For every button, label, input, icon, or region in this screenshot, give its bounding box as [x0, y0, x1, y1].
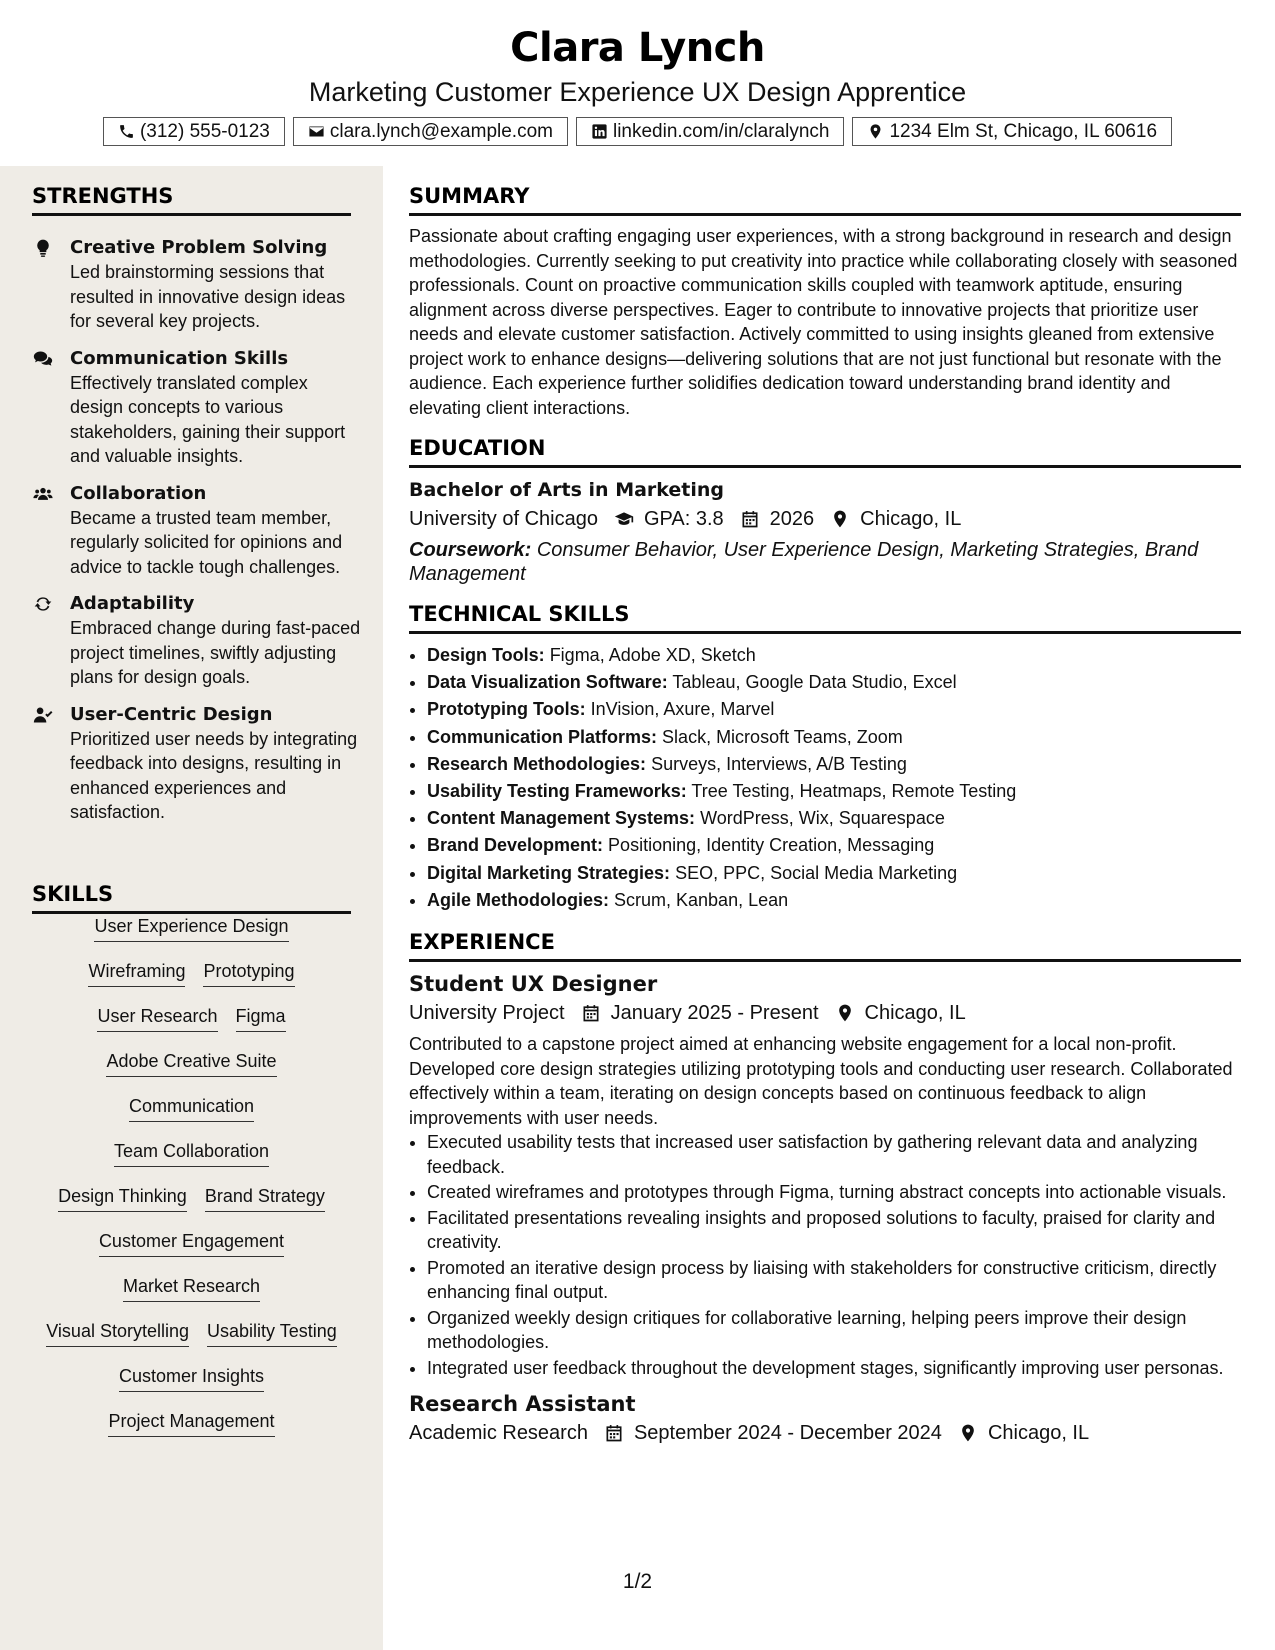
job-dates: September 2024 - December 2024	[633, 1422, 942, 1445]
calendar-icon	[740, 509, 760, 529]
skill-tag: Customer Insights	[119, 1364, 264, 1392]
skill-tag: Customer Engagement	[99, 1229, 284, 1257]
list-item: • Executed usability tests that increased user satisfaction by gathering relevant data and analyzing feedback.	[427, 1130, 1241, 1179]
summary-heading: SUMMARY	[409, 182, 1241, 216]
skill-tag: Visual Storytelling	[46, 1319, 189, 1347]
education-heading: EDUCATION	[409, 434, 1241, 468]
strengths-heading: STRENGTHS	[32, 182, 351, 216]
list-item: • Promoted an iterative design process by liaising with stakeholders for constructive criticism, directly enhancing final output.	[427, 1256, 1241, 1305]
job-title: Research Assistant	[409, 1392, 636, 1417]
technical-skills-section	[409, 600, 1241, 914]
summary-section	[409, 182, 1241, 420]
strength-desc: Embraced change during fast-paced project timelines, swiftly adjusting plans for design goals.	[70, 618, 361, 687]
job-bullets	[409, 1130, 1241, 1380]
coursework-label: Coursework:	[409, 539, 532, 561]
job-entry	[409, 970, 1241, 1380]
list-item: • Facilitated presentations revealing insights and proposed solutions to faculty, praised for clarity and creativity.	[427, 1206, 1241, 1255]
strength-item	[32, 481, 362, 580]
skill-tag: Communication	[129, 1094, 254, 1122]
job-title: Student UX Designer	[409, 972, 658, 997]
skill-tag: Brand Strategy	[205, 1184, 325, 1212]
gpa: GPA: 3.8	[643, 508, 724, 530]
skill-tag: Team Collaboration	[114, 1139, 269, 1167]
job-org: University Project	[409, 1002, 565, 1025]
list-item: • Communication Platforms: Slack, Microsoft Teams, Zoom	[427, 724, 1241, 751]
strength-item	[32, 235, 362, 334]
technical-skills-heading: TECHNICAL SKILLS	[409, 600, 1241, 634]
calendar-icon	[604, 1423, 624, 1443]
strengths-list	[32, 235, 362, 837]
skill-tag: Market Research	[123, 1274, 260, 1302]
job-location: Chicago, IL	[987, 1422, 1090, 1445]
candidate-role: Marketing Customer Experience UX Design Apprentice	[308, 77, 967, 107]
list-item: • Usability Testing Frameworks: Tree Testing, Heatmaps, Remote Testing	[427, 778, 1241, 805]
skills-list	[32, 914, 351, 1454]
page-number: 1/2	[622, 1570, 653, 1593]
graduation-year: 2026	[769, 508, 815, 530]
list-item: • Data Visualization Software: Tableau, Google Data Studio, Excel	[427, 669, 1241, 696]
strength-item	[32, 346, 362, 469]
strength-title: User-Centric Design	[70, 703, 273, 725]
strength-item	[32, 702, 362, 825]
skill-tag: Prototyping	[203, 959, 294, 987]
linkedin-contact[interactable]	[576, 117, 845, 146]
list-item: • Digital Marketing Strategies: SEO, PPC, Social Media Marketing	[427, 860, 1241, 887]
strength-desc: Effectively translated complex design concepts to various stakeholders, gaining their support and valuable insights.	[70, 372, 346, 466]
main-column	[409, 166, 1241, 1462]
map-pin-icon	[835, 1003, 855, 1023]
skill-tag: Adobe Creative Suite	[106, 1049, 276, 1077]
job-meta	[409, 998, 1241, 1028]
email-text: clara.lynch@example.com	[329, 120, 553, 142]
linkedin-text: linkedin.com/in/claralynch	[612, 120, 830, 142]
list-item: • Created wireframes and prototypes through Figma, turning abstract concepts into actionable visuals.	[427, 1180, 1241, 1205]
education-location: Chicago, IL	[860, 508, 962, 530]
list-item: • Research Methodologies: Surveys, Interviews, A/B Testing	[427, 751, 1241, 778]
degree-title: Bachelor of Arts in Marketing	[409, 479, 725, 501]
education-section	[409, 434, 1241, 586]
candidate-name: Clara Lynch	[510, 25, 765, 71]
user-check-icon	[32, 705, 54, 725]
job-location: Chicago, IL	[864, 1002, 966, 1025]
technical-skills-list	[409, 642, 1241, 914]
strength-desc: Prioritized user needs by integrating feedback into designs, resulting in enhanced experiences and satisfaction.	[70, 728, 358, 822]
job-dates: January 2025 - Present	[610, 1002, 819, 1025]
lightbulb-icon	[32, 238, 54, 258]
list-item: • Brand Development: Positioning, Identity Creation, Messaging	[427, 832, 1241, 859]
job-meta	[409, 1418, 1241, 1448]
experience-heading: EXPERIENCE	[409, 928, 1241, 962]
calendar-icon	[581, 1003, 601, 1023]
strength-title: Adaptability	[70, 593, 195, 614]
skill-tag: Usability Testing	[207, 1319, 337, 1347]
phone-contact[interactable]	[103, 117, 285, 146]
list-item: • Organized weekly design critiques for collaborative learning, helping peers improve their design methodologies.	[427, 1306, 1241, 1355]
job-summary: Contributed to a capstone project aimed at enhancing website engagement for a local non-profit. Developed core design strategies utilizing prototyping tools and conducting user research. Collaborated effectively within a team, iterating on design concepts based on continuous feedback to align improvements with user needs.	[409, 1034, 1233, 1128]
strength-title: Creative Problem Solving	[70, 237, 328, 258]
map-pin-icon	[958, 1423, 978, 1443]
strength-item	[32, 591, 362, 690]
contact-bar	[0, 117, 1275, 146]
summary-text: Passionate about crafting engaging user experiences, with a strong background in research and design methodologies. Currently seeking to put creativity into practice while collaborating closely with seasoned professionals. Count on proactive communication skills coupled with teamwork aptitude, ensuring alignment across diverse perspectives. Eager to contribute to innovative projects that prioritize user needs and elevate customer satisfaction. Actively committed to using insights gleaned from extensive project work to enhance designs—delivering solutions that are not just functional but resonate with the audience. Each experience further solidifies dedication toward understanding brand identity and elevating client interactions.	[409, 226, 1238, 418]
education-meta	[409, 504, 1241, 534]
list-item: • Content Management Systems: WordPress, Wix, Squarespace	[427, 805, 1241, 832]
skill-tag: User Research	[97, 1004, 217, 1032]
envelope-icon	[308, 123, 325, 140]
chat-icon	[32, 349, 54, 369]
strength-desc: Became a trusted team member, regularly solicited for opinions and advice to tackle tough challenges.	[70, 507, 343, 577]
school-name: University of Chicago	[409, 508, 598, 530]
skill-tag: Design Thinking	[58, 1184, 187, 1212]
graduation-cap-icon	[614, 509, 634, 529]
address-contact	[852, 117, 1172, 146]
resume-header	[0, 22, 1275, 146]
experience-section	[409, 928, 1241, 1448]
skills-heading: SKILLS	[32, 880, 351, 914]
email-contact[interactable]	[293, 117, 568, 146]
linkedin-icon	[591, 123, 608, 140]
list-item: • Integrated user feedback throughout the development stages, significantly improving user personas.	[427, 1356, 1241, 1381]
job-entry	[409, 1390, 1241, 1448]
sidebar	[0, 166, 383, 1650]
skill-tag: User Experience Design	[94, 914, 288, 942]
address-text: 1234 Elm St, Chicago, IL 60616	[889, 120, 1158, 142]
coursework	[409, 538, 1241, 586]
skill-tag: Project Management	[108, 1409, 274, 1437]
list-item: • Agile Methodologies: Scrum, Kanban, Lean	[427, 887, 1241, 914]
map-pin-icon	[830, 509, 850, 529]
strength-title: Collaboration	[70, 482, 207, 504]
list-item: • Design Tools: Figma, Adobe XD, Sketch	[427, 642, 1241, 669]
sync-icon	[32, 594, 54, 614]
strength-title: Communication Skills	[70, 347, 289, 369]
strength-desc: Led brainstorming sessions that resulted in innovative design ideas for several key projects.	[70, 262, 346, 331]
skill-tag: Wireframing	[88, 959, 185, 987]
list-item: • Prototyping Tools: InVision, Axure, Marvel	[427, 696, 1241, 723]
coursework-list: Consumer Behavior, User Experience Design, Marketing Strategies, Brand Management	[409, 539, 1199, 585]
phone-text: (312) 555-0123	[139, 120, 270, 142]
users-icon	[32, 484, 54, 504]
map-pin-icon	[867, 123, 884, 140]
phone-icon	[118, 123, 135, 140]
skill-tag: Figma	[236, 1004, 286, 1032]
job-org: Academic Research	[409, 1422, 588, 1445]
